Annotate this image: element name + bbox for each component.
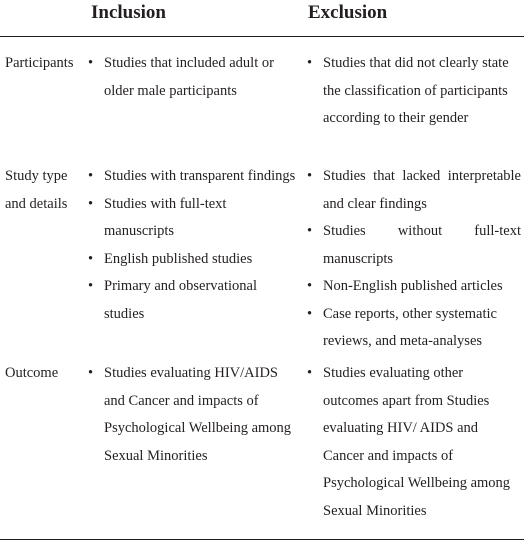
exclusion-cell xyxy=(307,163,521,356)
list-item xyxy=(88,273,296,328)
bullet-icon: • xyxy=(88,250,94,267)
item-text: Studies with transparent findings xyxy=(104,168,296,184)
bullet-icon: • xyxy=(307,278,313,294)
top-rule xyxy=(0,36,524,37)
inclusion-cell xyxy=(88,163,296,328)
item-text: Studies that did not clearly state the classification of participants according to their gender xyxy=(323,55,509,126)
row-label: Outcome xyxy=(5,365,59,381)
list-item xyxy=(88,163,296,191)
item-text: Studies that included adult or older male participants xyxy=(104,55,274,99)
exclusion-cell xyxy=(307,360,521,525)
list-item xyxy=(88,246,296,274)
bottom-rule xyxy=(0,539,524,540)
item-text: Primary and observational studies xyxy=(104,278,258,322)
list-item xyxy=(307,273,521,301)
bullet-icon: • xyxy=(88,365,94,381)
item-text: Studies evaluating other outcomes apart from Studies evaluating HIV/ AIDS and Cancer and impacts of Psychological Wellbeing among Sexual Minorities xyxy=(323,365,511,519)
item-text: English published studies xyxy=(104,250,253,267)
list-item xyxy=(307,163,521,218)
item-text: Studies without full-text manuscripts xyxy=(323,223,521,267)
bullet-icon: • xyxy=(307,55,313,71)
item-text: Studies that lacked interpretable and clear findings xyxy=(323,168,521,212)
list-item xyxy=(307,50,521,133)
exclusion-cell xyxy=(307,50,521,133)
item-text: Non-English published articles xyxy=(323,278,503,294)
list-item xyxy=(88,50,296,105)
list-item xyxy=(307,360,521,525)
bullet-icon: • xyxy=(307,223,313,239)
item-text: Studies evaluating HIV/AIDS and Cancer and impacts of Psychological Wellbeing among Sexual Minorities xyxy=(104,365,292,464)
list-item xyxy=(307,301,521,356)
row-label: Study type and details xyxy=(5,168,68,212)
list-item xyxy=(88,360,296,470)
bullet-icon: • xyxy=(88,55,94,71)
bullet-icon: • xyxy=(88,195,94,212)
list-item xyxy=(88,191,296,246)
inclusion-cell xyxy=(88,50,296,105)
inclusion-cell xyxy=(88,360,296,470)
header-exclusion: Exclusion xyxy=(308,2,388,23)
header-inclusion: Inclusion xyxy=(91,2,166,23)
bullet-icon: • xyxy=(307,365,313,381)
item-text: Case reports, other systematic reviews, and meta-analyses xyxy=(323,305,497,349)
bullet-icon: • xyxy=(307,305,313,322)
row-label: Participants xyxy=(5,55,74,71)
bullet-icon: • xyxy=(307,168,313,184)
item-text: Studies with full-text manuscripts xyxy=(104,195,227,239)
bullet-icon: • xyxy=(88,278,94,294)
bullet-icon: • xyxy=(88,168,94,184)
list-item xyxy=(307,218,521,273)
